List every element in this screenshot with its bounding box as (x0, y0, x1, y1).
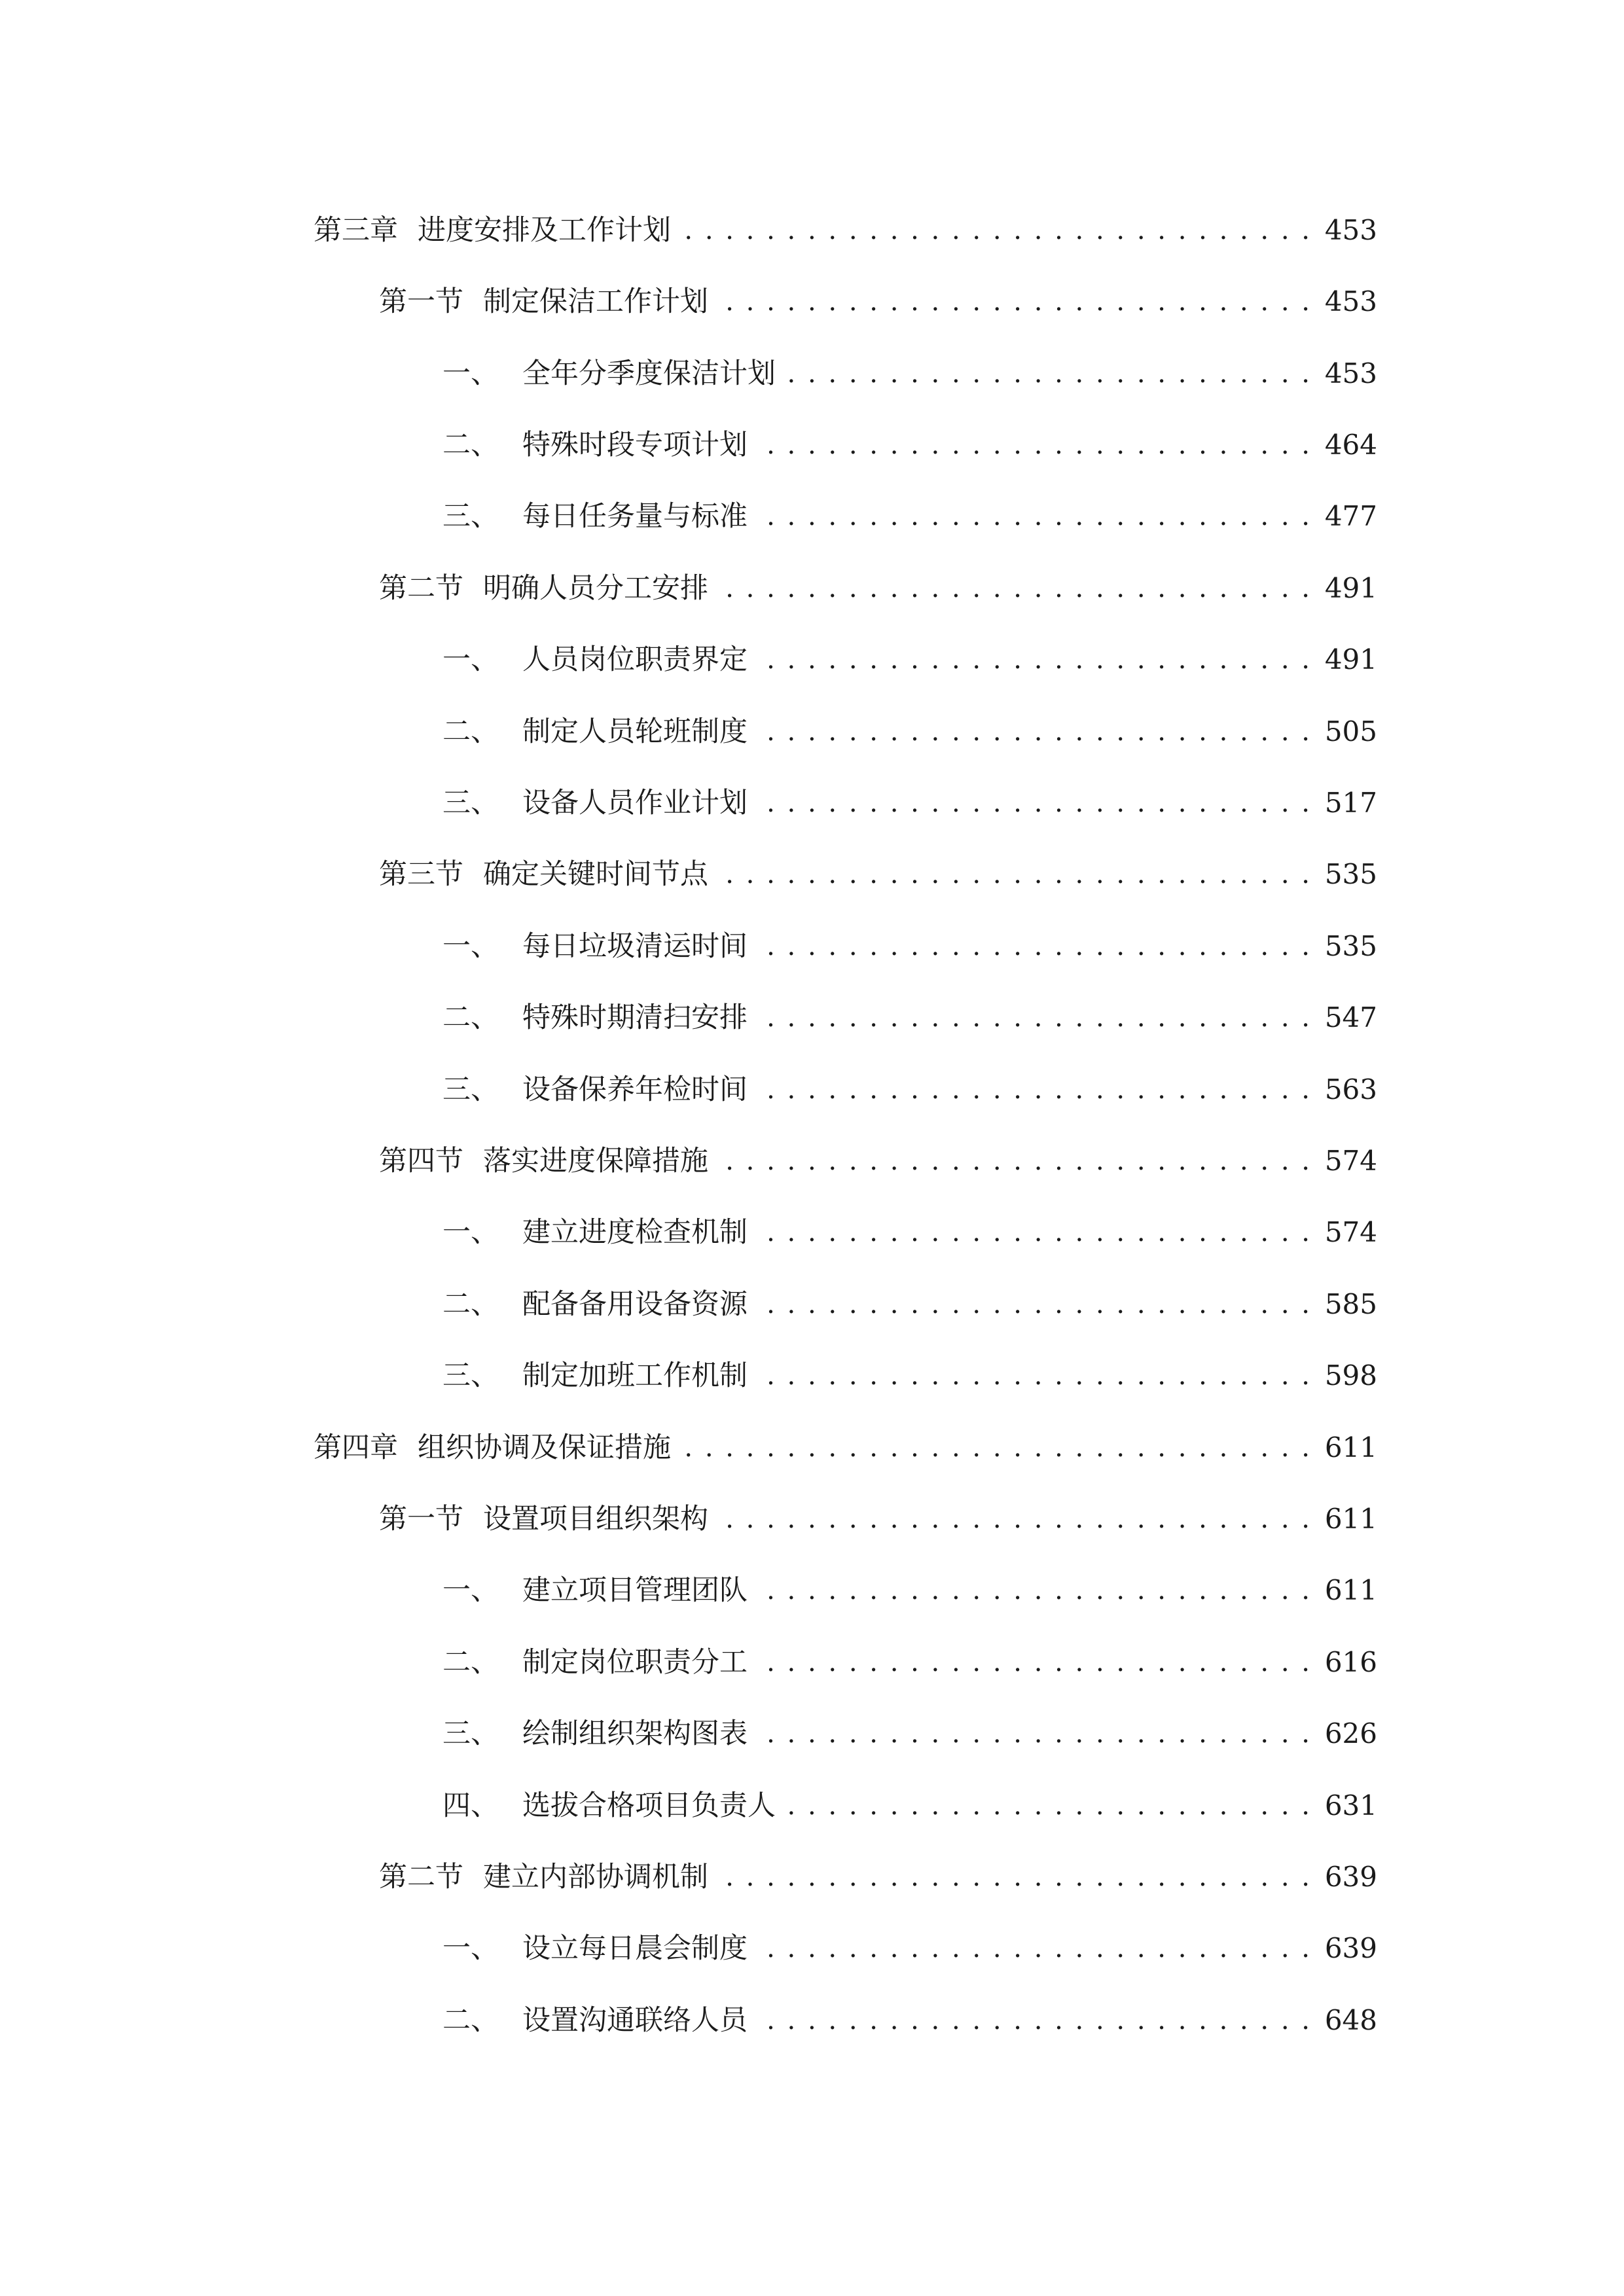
toc-entry-prefix: 一、 (442, 1216, 499, 1249)
toc-entry-page-number: 535 (1324, 858, 1377, 890)
toc-entry-title: 进度安排及工作计划 (418, 214, 671, 247)
toc-entry-subsection[interactable] (442, 1780, 1377, 1832)
toc-entry-section[interactable] (379, 1135, 1377, 1187)
toc-entry-page-number: 547 (1324, 1001, 1377, 1033)
toc-entry-prefix: 二、 (442, 1646, 499, 1679)
toc-entry-subsection[interactable] (442, 1278, 1377, 1331)
toc-entry-page-number: 453 (1324, 285, 1377, 317)
toc-entry-prefix: 第三节 (379, 858, 463, 891)
toc-entry-prefix: 一、 (442, 930, 499, 963)
toc-entry-prefix: 二、 (442, 1288, 499, 1321)
toc-entry-section[interactable] (379, 848, 1377, 901)
toc-entry-prefix: 第四节 (379, 1145, 463, 1177)
toc-entry-page-number: 639 (1324, 1932, 1377, 1964)
toc-entry-title: 设备人员作业计划 (522, 787, 748, 819)
toc-entry-subsection[interactable] (442, 920, 1377, 973)
toc-entry-subsection[interactable] (442, 706, 1377, 758)
toc-entry-prefix: 一、 (442, 1574, 499, 1607)
toc-dot-leader (753, 1206, 1312, 1259)
toc-dot-leader (713, 1851, 1312, 1903)
toc-entry-title: 制定人员轮班制度 (522, 715, 748, 748)
toc-dot-leader (753, 777, 1312, 829)
toc-entry-section[interactable] (379, 562, 1377, 615)
toc-dot-leader (753, 1994, 1312, 2047)
toc-dot-leader (753, 1708, 1312, 1760)
toc-entry-title: 每日垃圾清运时间 (522, 930, 748, 963)
toc-dot-leader (753, 920, 1312, 973)
toc-entry-prefix: 二、 (442, 715, 499, 748)
toc-entry-title: 配备备用设备资源 (522, 1288, 748, 1321)
toc-dot-leader (753, 1564, 1312, 1617)
toc-entry-title: 特殊时段专项计划 (522, 429, 748, 461)
toc-dot-leader (753, 1350, 1312, 1402)
toc-entry-prefix: 三、 (442, 1359, 499, 1392)
toc-entry-title: 明确人员分工安排 (483, 572, 708, 605)
toc-entry-subsection[interactable] (442, 1064, 1377, 1116)
toc-dot-leader (753, 1278, 1312, 1331)
toc-entry-title: 落实进度保障措施 (483, 1145, 708, 1177)
toc-entry-title: 绘制组织架构图表 (522, 1717, 748, 1750)
toc-entry-title: 建立内部协调机制 (483, 1861, 708, 1893)
toc-entry-page-number: 616 (1324, 1646, 1377, 1678)
toc-entry-prefix: 第一节 (379, 1503, 463, 1535)
toc-entry-page-number: 453 (1324, 214, 1377, 246)
toc-entry-subsection[interactable] (442, 419, 1377, 471)
toc-entry-title: 确定关键时间节点 (483, 858, 708, 891)
toc-entry-title: 全年分季度保洁计划 (522, 357, 776, 390)
toc-entry-prefix: 一、 (442, 357, 499, 390)
toc-entry-subsection[interactable] (442, 1708, 1377, 1760)
toc-entry-prefix: 二、 (442, 429, 499, 461)
toc-entry-page-number: 477 (1324, 500, 1377, 532)
toc-entry-prefix: 第三章 (314, 214, 398, 247)
toc-entry-title: 设立每日晨会制度 (522, 1932, 748, 1965)
toc-entry-subsection[interactable] (442, 1206, 1377, 1259)
toc-entry-prefix: 第二节 (379, 572, 463, 605)
toc-entry-prefix: 三、 (442, 787, 499, 819)
toc-entry-prefix: 一、 (442, 643, 499, 676)
toc-entry-subsection[interactable] (442, 1636, 1377, 1689)
toc-entry-subsection[interactable] (442, 634, 1377, 686)
toc-dot-leader (753, 1636, 1312, 1689)
toc-entry-page-number: 574 (1324, 1216, 1377, 1248)
toc-entry-title: 特殊时期清扫安排 (522, 1001, 748, 1034)
toc-entry-subsection[interactable] (442, 348, 1377, 400)
toc-entry-title: 建立进度检查机制 (522, 1216, 748, 1249)
toc-entry-page-number: 611 (1324, 1431, 1377, 1463)
toc-entry-title: 设备保养年检时间 (522, 1073, 748, 1106)
toc-entry-title: 制定岗位职责分工 (522, 1646, 748, 1679)
toc-entry-page-number: 626 (1324, 1717, 1377, 1749)
toc-entry-subsection[interactable] (442, 992, 1377, 1044)
toc-dot-leader (781, 348, 1312, 400)
toc-dot-leader (753, 992, 1312, 1044)
toc-entry-section[interactable] (379, 1851, 1377, 1903)
toc-entry-title: 设置沟通联络人员 (522, 2004, 748, 2037)
toc-entry-title: 制定加班工作机制 (522, 1359, 748, 1392)
toc-entry-page-number: 648 (1324, 2004, 1377, 2036)
toc-entry-page-number: 535 (1324, 930, 1377, 962)
toc-entry-title: 每日任务量与标准 (522, 500, 748, 533)
toc-entry-prefix: 二、 (442, 2004, 499, 2037)
toc-entry-prefix: 一、 (442, 1932, 499, 1965)
toc-entry-prefix: 第四章 (314, 1431, 398, 1464)
toc-entry-title: 选拔合格项目负责人 (522, 1789, 776, 1822)
toc-entry-section[interactable] (379, 276, 1377, 328)
toc-dot-leader (753, 490, 1312, 543)
toc-dot-leader (753, 1922, 1312, 1975)
toc-entry-page-number: 563 (1324, 1073, 1377, 1105)
toc-dot-leader (676, 204, 1312, 257)
toc-entry-page-number: 574 (1324, 1145, 1377, 1177)
toc-entry-page-number: 639 (1324, 1861, 1377, 1893)
toc-entry-prefix: 三、 (442, 1073, 499, 1106)
toc-dot-leader (753, 1064, 1312, 1116)
toc-entry-title: 组织协调及保证措施 (418, 1431, 671, 1464)
toc-entry-title: 设置项目组织架构 (483, 1503, 708, 1535)
toc-entry-page-number: 491 (1324, 572, 1377, 604)
toc-entry-page-number: 585 (1324, 1288, 1377, 1320)
toc-dot-leader (676, 1422, 1312, 1474)
toc-entry-page-number: 517 (1324, 787, 1377, 819)
toc-entry-page-number: 631 (1324, 1789, 1377, 1821)
toc-dot-leader (753, 634, 1312, 686)
toc-entry-page-number: 491 (1324, 643, 1377, 675)
toc-entry-page-number: 453 (1324, 357, 1377, 389)
toc-entry-title: 建立项目管理团队 (522, 1574, 748, 1607)
toc-entry-subsection[interactable] (442, 777, 1377, 829)
toc-entry-chapter[interactable] (314, 1422, 1377, 1474)
toc-entry-subsection[interactable] (442, 490, 1377, 543)
toc-dot-leader (713, 562, 1312, 615)
toc-dot-leader (713, 276, 1312, 328)
toc-entry-prefix: 第二节 (379, 1861, 463, 1893)
toc-dot-leader (781, 1780, 1312, 1832)
toc-entry-subsection[interactable] (442, 1994, 1377, 2047)
toc-entry-prefix: 四、 (442, 1789, 499, 1822)
toc-dot-leader (713, 848, 1312, 901)
toc-entry-subsection[interactable] (442, 1350, 1377, 1402)
toc-dot-leader (753, 419, 1312, 471)
toc-entry-prefix: 三、 (442, 1717, 499, 1750)
toc-entry-page-number: 611 (1324, 1503, 1377, 1535)
toc-entry-page-number: 464 (1324, 429, 1377, 461)
toc-entry-page-number: 598 (1324, 1359, 1377, 1391)
toc-entry-section[interactable] (379, 1493, 1377, 1545)
toc-entry-prefix: 第一节 (379, 285, 463, 318)
toc-entry-prefix: 二、 (442, 1001, 499, 1034)
toc-dot-leader (713, 1493, 1312, 1545)
toc-entry-page-number: 611 (1324, 1574, 1377, 1606)
toc-entry-title: 制定保洁工作计划 (483, 285, 708, 318)
toc-entry-subsection[interactable] (442, 1564, 1377, 1617)
toc-entry-prefix: 三、 (442, 500, 499, 533)
toc-entry-subsection[interactable] (442, 1922, 1377, 1975)
toc-entry-title: 人员岗位职责界定 (522, 643, 748, 676)
toc-dot-leader (713, 1135, 1312, 1187)
toc-entry-page-number: 505 (1324, 715, 1377, 747)
toc-entry-chapter[interactable] (314, 204, 1377, 257)
toc-dot-leader (753, 706, 1312, 758)
